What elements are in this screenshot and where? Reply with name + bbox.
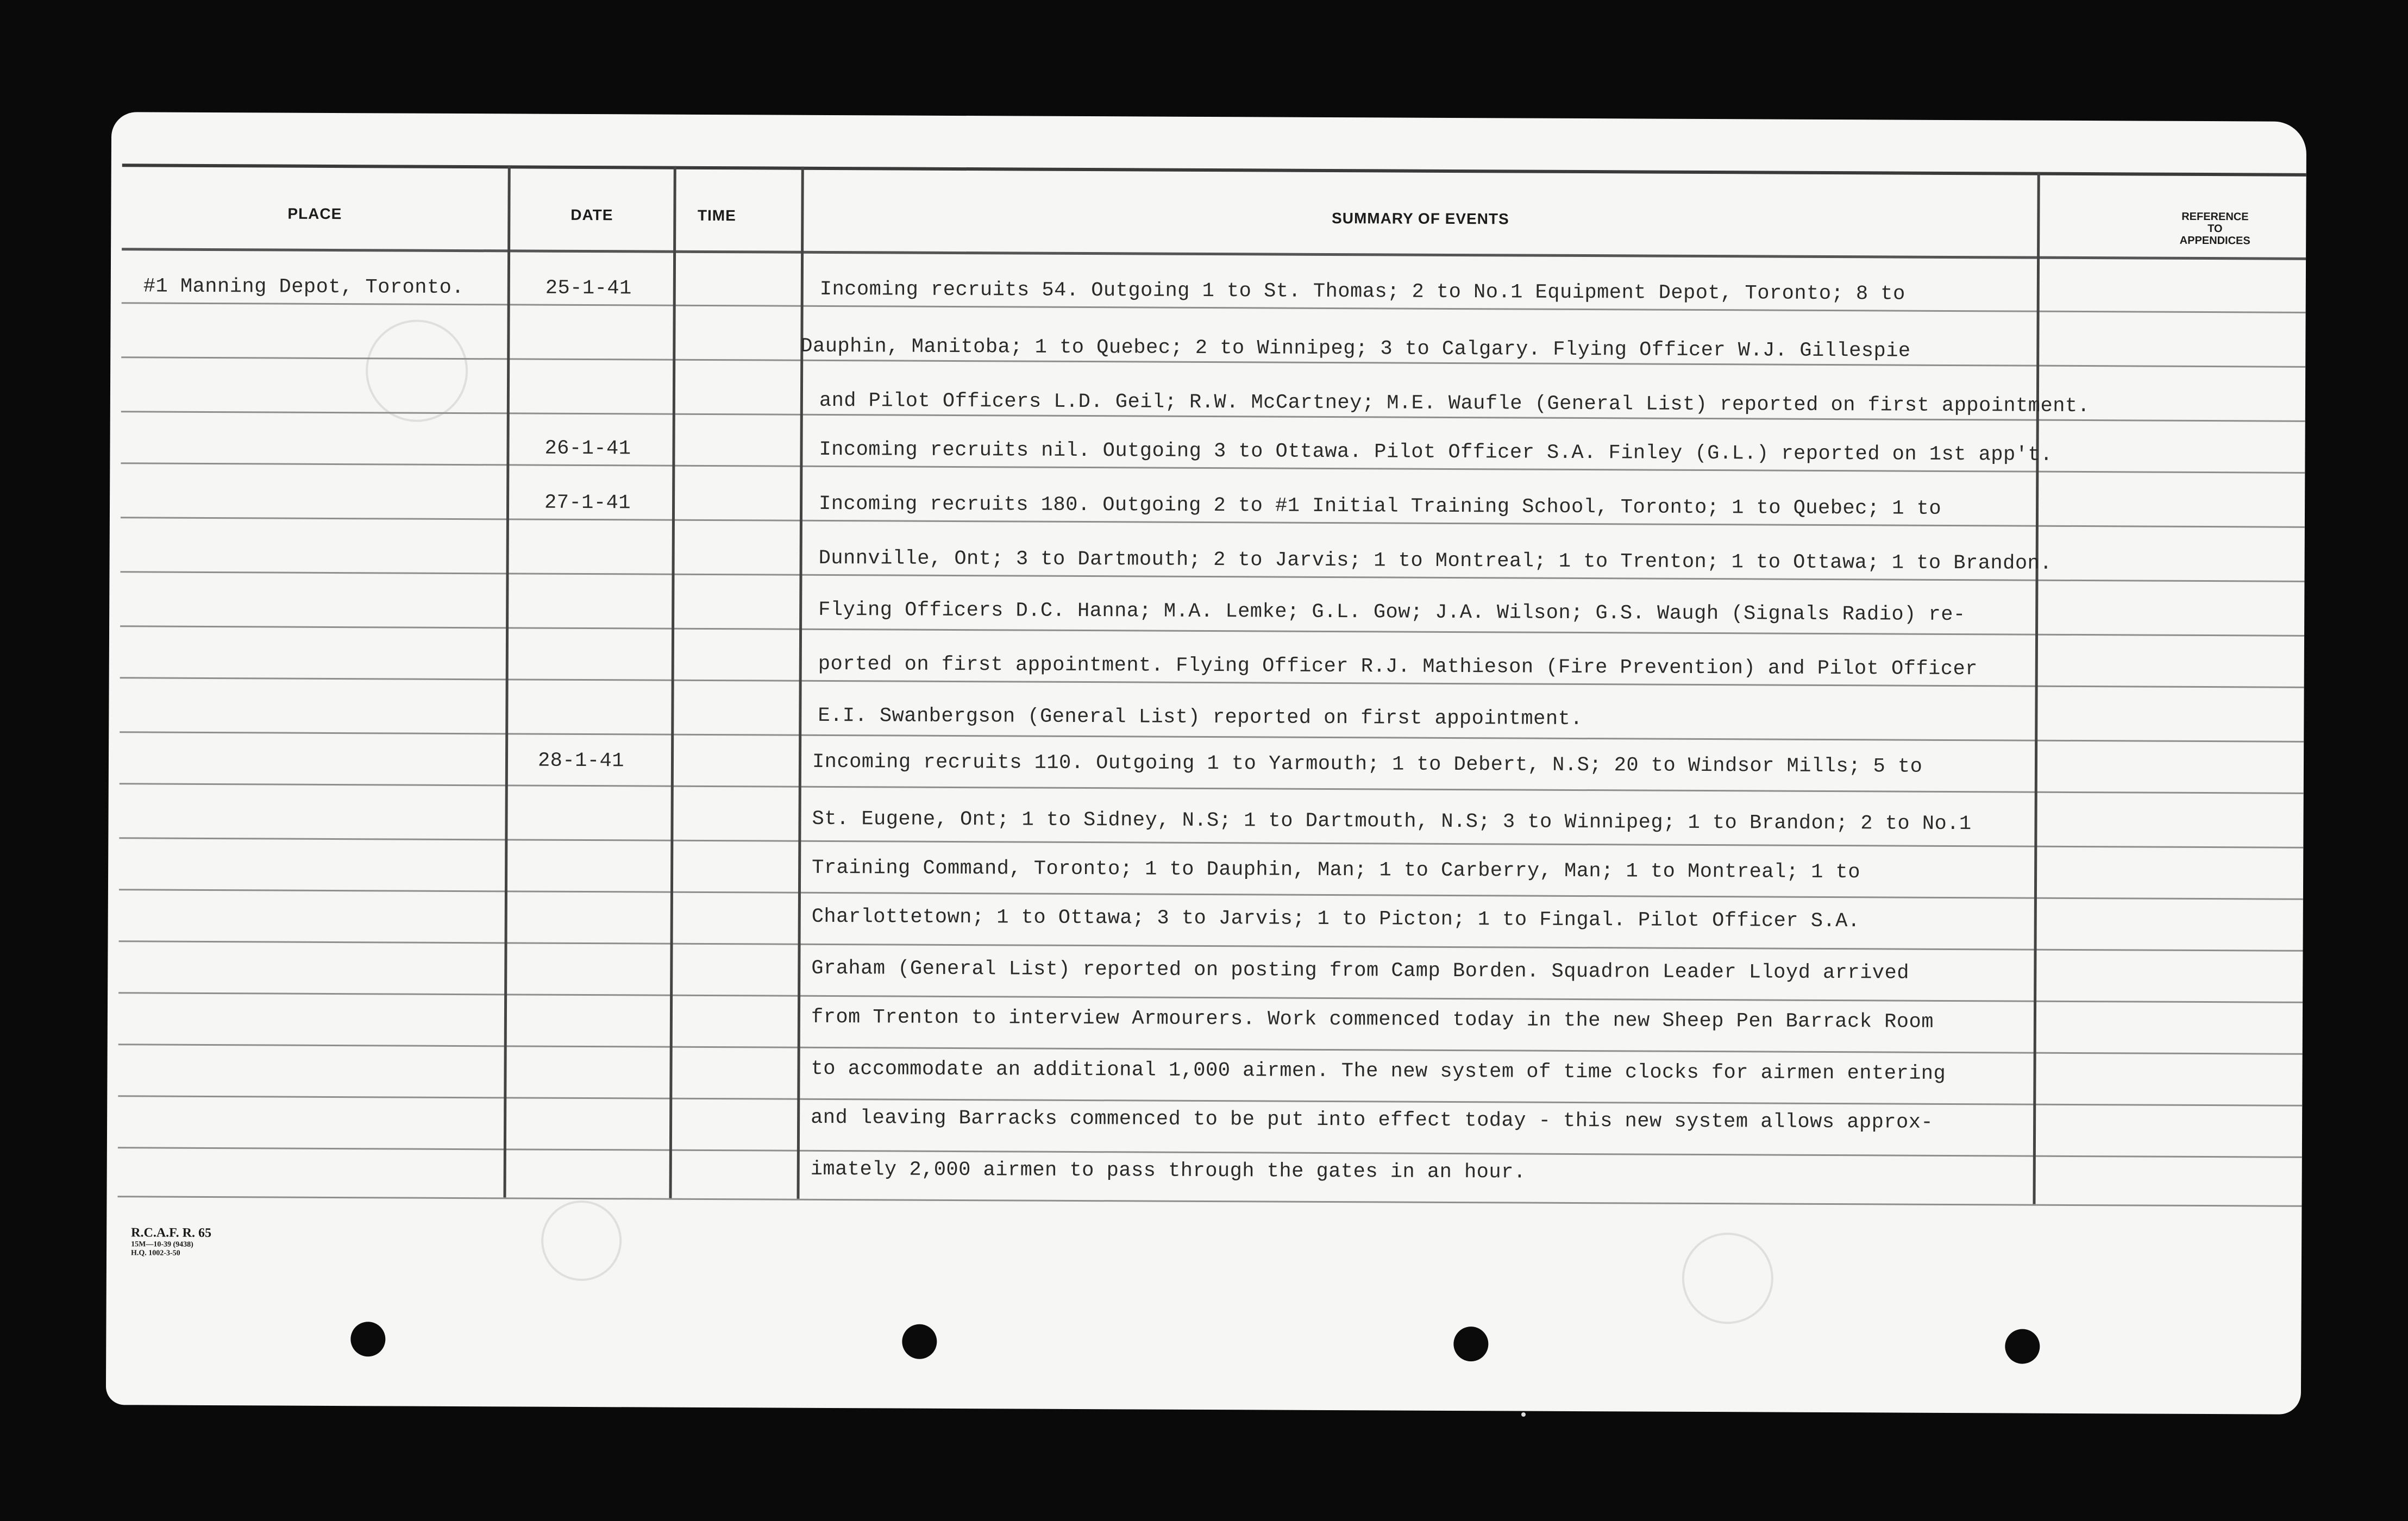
- ruled-line: [122, 302, 2306, 313]
- punch-hole: [350, 1322, 385, 1356]
- header-summary: SUMMARY OF EVENTS: [1332, 209, 1509, 228]
- summary-line: Charlottetown; 1 to Ottawa; 3 to Jarvis; 1 to Picton; 1 to Fingal. Pilot Officer S.A.: [811, 905, 1860, 933]
- header-reference-line: TO: [2208, 223, 2223, 235]
- background-stamp: [541, 1201, 622, 1281]
- background-stamp: [366, 319, 468, 422]
- header-reference: [2159, 211, 2271, 247]
- column-divider: [797, 167, 804, 1199]
- dust-speck: [1521, 1412, 1526, 1417]
- summary-line: Incoming recruits nil. Outgoing 3 to Ottawa. Pilot Officer S.A. Finley (G.L.) reported on 1st app't.: [819, 438, 2053, 467]
- summary-line: Dauphin, Manitoba; 1 to Quebec; 2 to Winnipeg; 3 to Calgary. Flying Officer W.J. Gillespie: [800, 335, 1911, 363]
- ruled-line: [118, 992, 2303, 1003]
- summary-line: imately 2,000 airmen to pass through the gates in an hour.: [810, 1158, 1526, 1184]
- form-code: [131, 1225, 211, 1258]
- summary-line: ported on first appointment. Flying Officer R.J. Mathieson (Fire Prevention) and Pilot Officer: [818, 652, 1978, 681]
- summary-line: from Trenton to interview Armourers. Work commenced today in the new Sheep Pen Barrack Room: [811, 1005, 1934, 1034]
- summary-line: and leaving Barracks commenced to be put into effect today - this new system allows approx-: [811, 1106, 1934, 1134]
- summary-line: Dunnville, Ont; 3 to Dartmouth; 2 to Jarvis; 1 to Montreal; 1 to Trenton; 1 to Ottawa; 1 to Brandon.: [818, 546, 2053, 575]
- header-reference-line: REFERENCE: [2181, 210, 2249, 223]
- ruled-line: [119, 837, 2303, 849]
- header-time: TIME: [697, 206, 736, 224]
- top-rule: [122, 164, 2306, 177]
- summary-line: Incoming recruits 180. Outgoing 2 to #1 Initial Training School, Toronto; 1 to Quebec; 1 to: [818, 492, 1942, 520]
- header-place: PLACE: [287, 205, 342, 223]
- header-date: DATE: [570, 206, 613, 224]
- ruled-line: [119, 940, 2303, 952]
- form-code-reference: H.Q. 1002-3-50: [131, 1249, 180, 1258]
- summary-line: Flying Officers D.C. Hanna; M.A. Lemke; G.L. Gow; J.A. Wilson; G.S. Waugh (Signals Radio) re-: [818, 598, 1966, 627]
- punch-hole: [902, 1324, 937, 1359]
- column-divider: [503, 165, 510, 1197]
- date-entry: 28-1-41: [537, 749, 625, 773]
- ruled-line: [119, 889, 2303, 900]
- summary-line: Incoming recruits 110. Outgoing 1 to Yarmouth; 1 to Debert, N.S; 20 to Windsor Mills; 5 to: [812, 750, 1923, 778]
- summary-line: Graham (General List) reported on posting from Camp Borden. Squadron Leader Lloyd arrived: [811, 957, 1910, 985]
- ruled-line: [118, 1147, 2302, 1158]
- date-entry: 25-1-41: [545, 276, 632, 300]
- ruled-line: [120, 625, 2304, 637]
- ruled-line: [118, 1095, 2302, 1107]
- background-stamp: [1682, 1233, 1774, 1324]
- ruled-line: [120, 783, 2304, 794]
- form-code-title: R.C.A.F. R. 65: [131, 1225, 212, 1241]
- punch-hole: [2005, 1329, 2040, 1363]
- summary-line: and Pilot Officers L.D. Geil; R.W. McCartney; M.E. Waufle (General List) reported on first appointment.: [819, 389, 2090, 418]
- summary-line: to accommodate an additional 1,000 airmen. The new system of time clocks for airmen entering: [811, 1057, 1946, 1085]
- ruled-line: [121, 517, 2305, 528]
- ruled-line: [117, 1196, 2302, 1207]
- document-card: [106, 112, 2306, 1415]
- ruled-line: [120, 731, 2304, 743]
- column-divider: [2033, 172, 2040, 1204]
- summary-line: E.I. Swanbergson (General List) reported on first appointment.: [818, 704, 1583, 731]
- column-divider: [669, 166, 676, 1198]
- form-code-print: 15M—10-39 (9438): [131, 1240, 193, 1249]
- header-rule: [122, 248, 2306, 260]
- summary-line: Incoming recruits 54. Outgoing 1 to St. Thomas; 2 to No.1 Equipment Depot, Toronto; 8 to: [819, 278, 1905, 306]
- place-entry: #1 Manning Depot, Toronto.: [143, 275, 465, 300]
- punch-hole: [1453, 1327, 1488, 1361]
- date-entry: 27-1-41: [544, 491, 631, 515]
- ruled-line: [118, 1044, 2303, 1055]
- header-reference-line: APPENDICES: [2179, 234, 2250, 247]
- summary-line: St. Eugene, Ont; 1 to Sidney, N.S; 1 to Dartmouth, N.S; 3 to Winnipeg; 1 to Brandon; 2 to No.1: [812, 807, 1972, 836]
- date-entry: 26-1-41: [544, 437, 631, 461]
- summary-line: Training Command, Toronto; 1 to Dauphin, Man; 1 to Carberry, Man; 1 to Montreal; 1 to: [812, 856, 1861, 884]
